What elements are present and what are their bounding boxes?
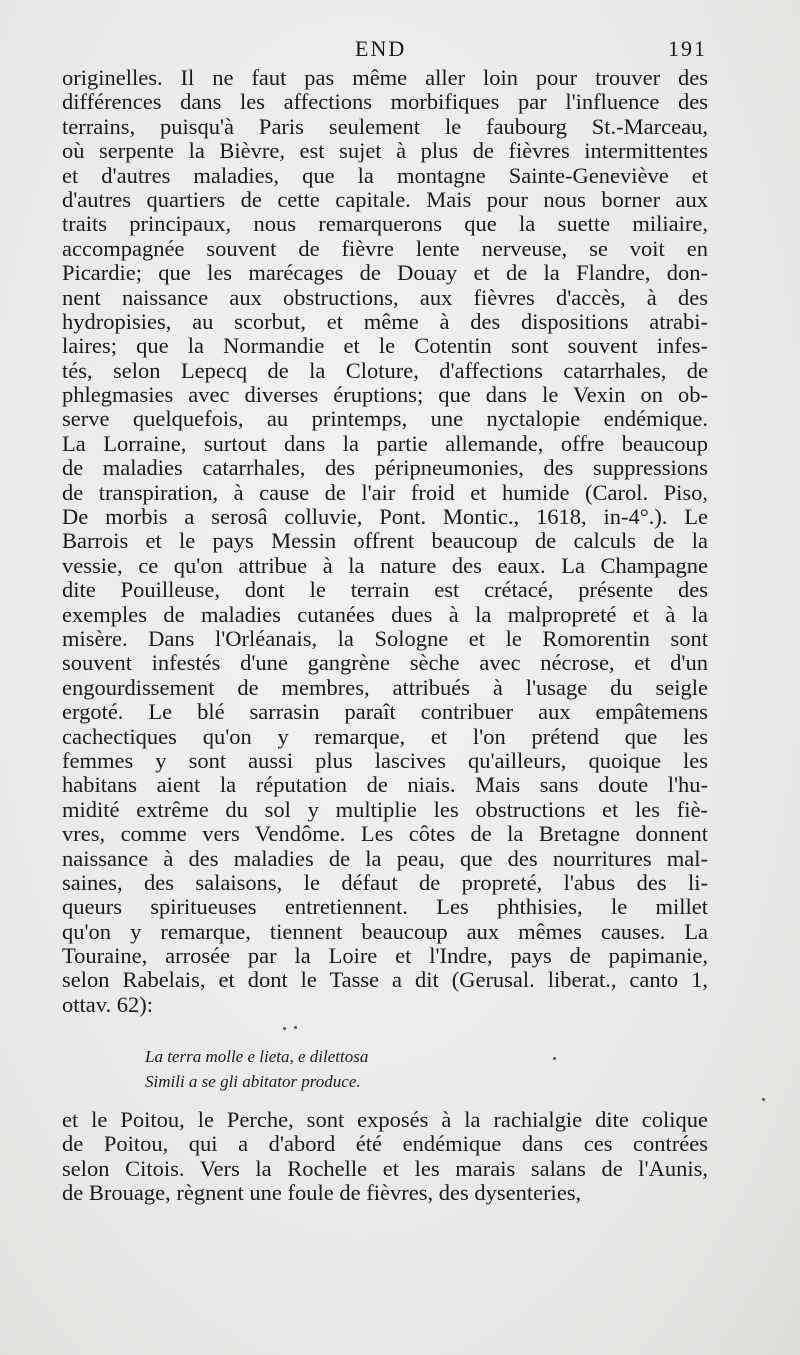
text-line: d'autres quartiers de cette capitale. Mais pour nous borner aux bbox=[62, 187, 708, 212]
text-line: traits principaux, nous remarquerons que la suette miliaire, bbox=[62, 212, 708, 237]
ink-speck bbox=[283, 1027, 286, 1030]
text-line: tés, selon Lepecq de la Cloture, d'affections catarrhales, de bbox=[62, 358, 708, 383]
text-line: selon Rabelais, et dont le Tasse a dit (Gerusal. liberat., canto 1, bbox=[62, 968, 708, 993]
text-line: et d'autres maladies, que la montagne Sainte-Geneviève et bbox=[62, 163, 708, 188]
text-line: habitans aient la réputation de niais. Mais sans doute l'hu- bbox=[62, 773, 708, 798]
verse-line: Simili a se gli abitator produce. bbox=[145, 1072, 361, 1091]
text-line: qu'on y remarque, tiennent beaucoup aux mêmes causes. La bbox=[62, 919, 708, 944]
text-line: vres, comme vers Vendôme. Les côtes de la Bretagne donnent bbox=[62, 822, 708, 847]
text-line: midité extrême du sol y multiplie les obstructions et les fiè- bbox=[62, 797, 708, 822]
text-line: serve quelquefois, au printemps, une nyctalopie endémique. bbox=[62, 407, 708, 432]
text-line: De morbis a serosâ colluvie, Pont. Montic., 1618, in-4°.). Le bbox=[62, 505, 708, 530]
text-line: vessie, ce qu'on attribue à la nature des eaux. La Champagne bbox=[62, 553, 708, 578]
running-head bbox=[0, 36, 800, 66]
text-line: exemples de maladies cutanées dues à la malpropreté et à la bbox=[62, 602, 708, 627]
text-line: souvent infestés d'une gangrène sèche avec nécrose, et d'un bbox=[62, 651, 708, 676]
text-line: cachectiques qu'on y remarque, et l'on prétend que les bbox=[62, 724, 708, 749]
text-line: queurs spiritueuses entretiennent. Les phthisies, le millet bbox=[62, 895, 708, 920]
text-line: ergoté. Le blé sarrasin paraît contribuer aux empâtemens bbox=[62, 700, 708, 725]
text-line: accompagnée souvent de fièvre lente nerveuse, se voit en bbox=[62, 236, 708, 261]
text-line: laires; que la Normandie et le Cotentin sont souvent infes- bbox=[62, 334, 708, 359]
body-text-continued bbox=[62, 1108, 708, 1206]
text-line: femmes y sont aussi plus lascives qu'ailleurs, quoique les bbox=[62, 748, 708, 773]
text-line: nent naissance aux obstructions, aux fièvres d'accès, à des bbox=[62, 285, 708, 310]
text-line: de Brouage, règnent une foule de fièvres, des dysenteries, bbox=[62, 1181, 582, 1206]
text-line: selon Citois. Vers la Rochelle et les marais salans de l'Aunis, bbox=[62, 1156, 708, 1181]
text-line: originelles. Il ne faut pas même aller loin pour trouver des bbox=[62, 66, 708, 90]
ink-speck bbox=[553, 1057, 556, 1060]
verse-line: La terra molle e lieta, e dilettosa bbox=[145, 1047, 369, 1066]
text-line: et le Poitou, le Perche, sont exposés à la rachialgie dite colique bbox=[62, 1108, 708, 1132]
text-line: Touraine, arrosée par la Loire et l'Indre, pays de papimanie, bbox=[62, 944, 708, 969]
text-line: terrains, puisqu'à Paris seulement le faubourg St.-Marceau, bbox=[62, 114, 708, 139]
text-line: différences dans les affections morbifiques par l'influence des bbox=[62, 90, 708, 115]
text-line: phlegmasies avec diverses éruptions; que dans le Vexin on ob- bbox=[62, 383, 708, 408]
text-line: de transpiration, à cause de l'air froid et humide (Carol. Piso, bbox=[62, 480, 708, 505]
text-line: misère. Dans l'Orléanais, la Sologne et le Romorentin sont bbox=[62, 626, 708, 651]
text-line: hydropisies, au scorbut, et même à des dispositions atrabi- bbox=[62, 309, 708, 334]
body-text bbox=[62, 66, 708, 1017]
text-line: Picardie; que les marécages de Douay et de la Flandre, don- bbox=[62, 261, 708, 286]
text-line: dite Pouilleuse, dont le terrain est crétacé, présente des bbox=[62, 578, 708, 603]
verse-quotation bbox=[145, 1044, 605, 1094]
text-line: Barrois et le pays Messin offrent beaucoup de calculs de la bbox=[62, 529, 708, 554]
ink-speck bbox=[294, 1026, 297, 1029]
text-line: de maladies catarrhales, des péripneumonies, des suppressions bbox=[62, 456, 708, 481]
text-line: La Lorraine, surtout dans la partie allemande, offre beaucoup bbox=[62, 431, 708, 456]
text-line: ottav. 62): bbox=[62, 992, 154, 1017]
text-line: naissance à des maladies de la peau, que des nourritures mal- bbox=[62, 846, 708, 871]
ink-speck bbox=[762, 1098, 765, 1101]
text-line: engourdissement de membres, attribués à l'usage du seigle bbox=[62, 675, 708, 700]
text-line: de Poitou, qui a d'abord été endémique dans ces contrées bbox=[62, 1132, 708, 1157]
running-head-title: END bbox=[355, 36, 407, 61]
text-line: saines, des salaisons, le défaut de propreté, l'abus des li- bbox=[62, 870, 708, 895]
text-line: où serpente la Bièvre, est sujet à plus de fièvres intermittentes bbox=[62, 139, 708, 164]
page-number: 191 bbox=[668, 36, 707, 61]
